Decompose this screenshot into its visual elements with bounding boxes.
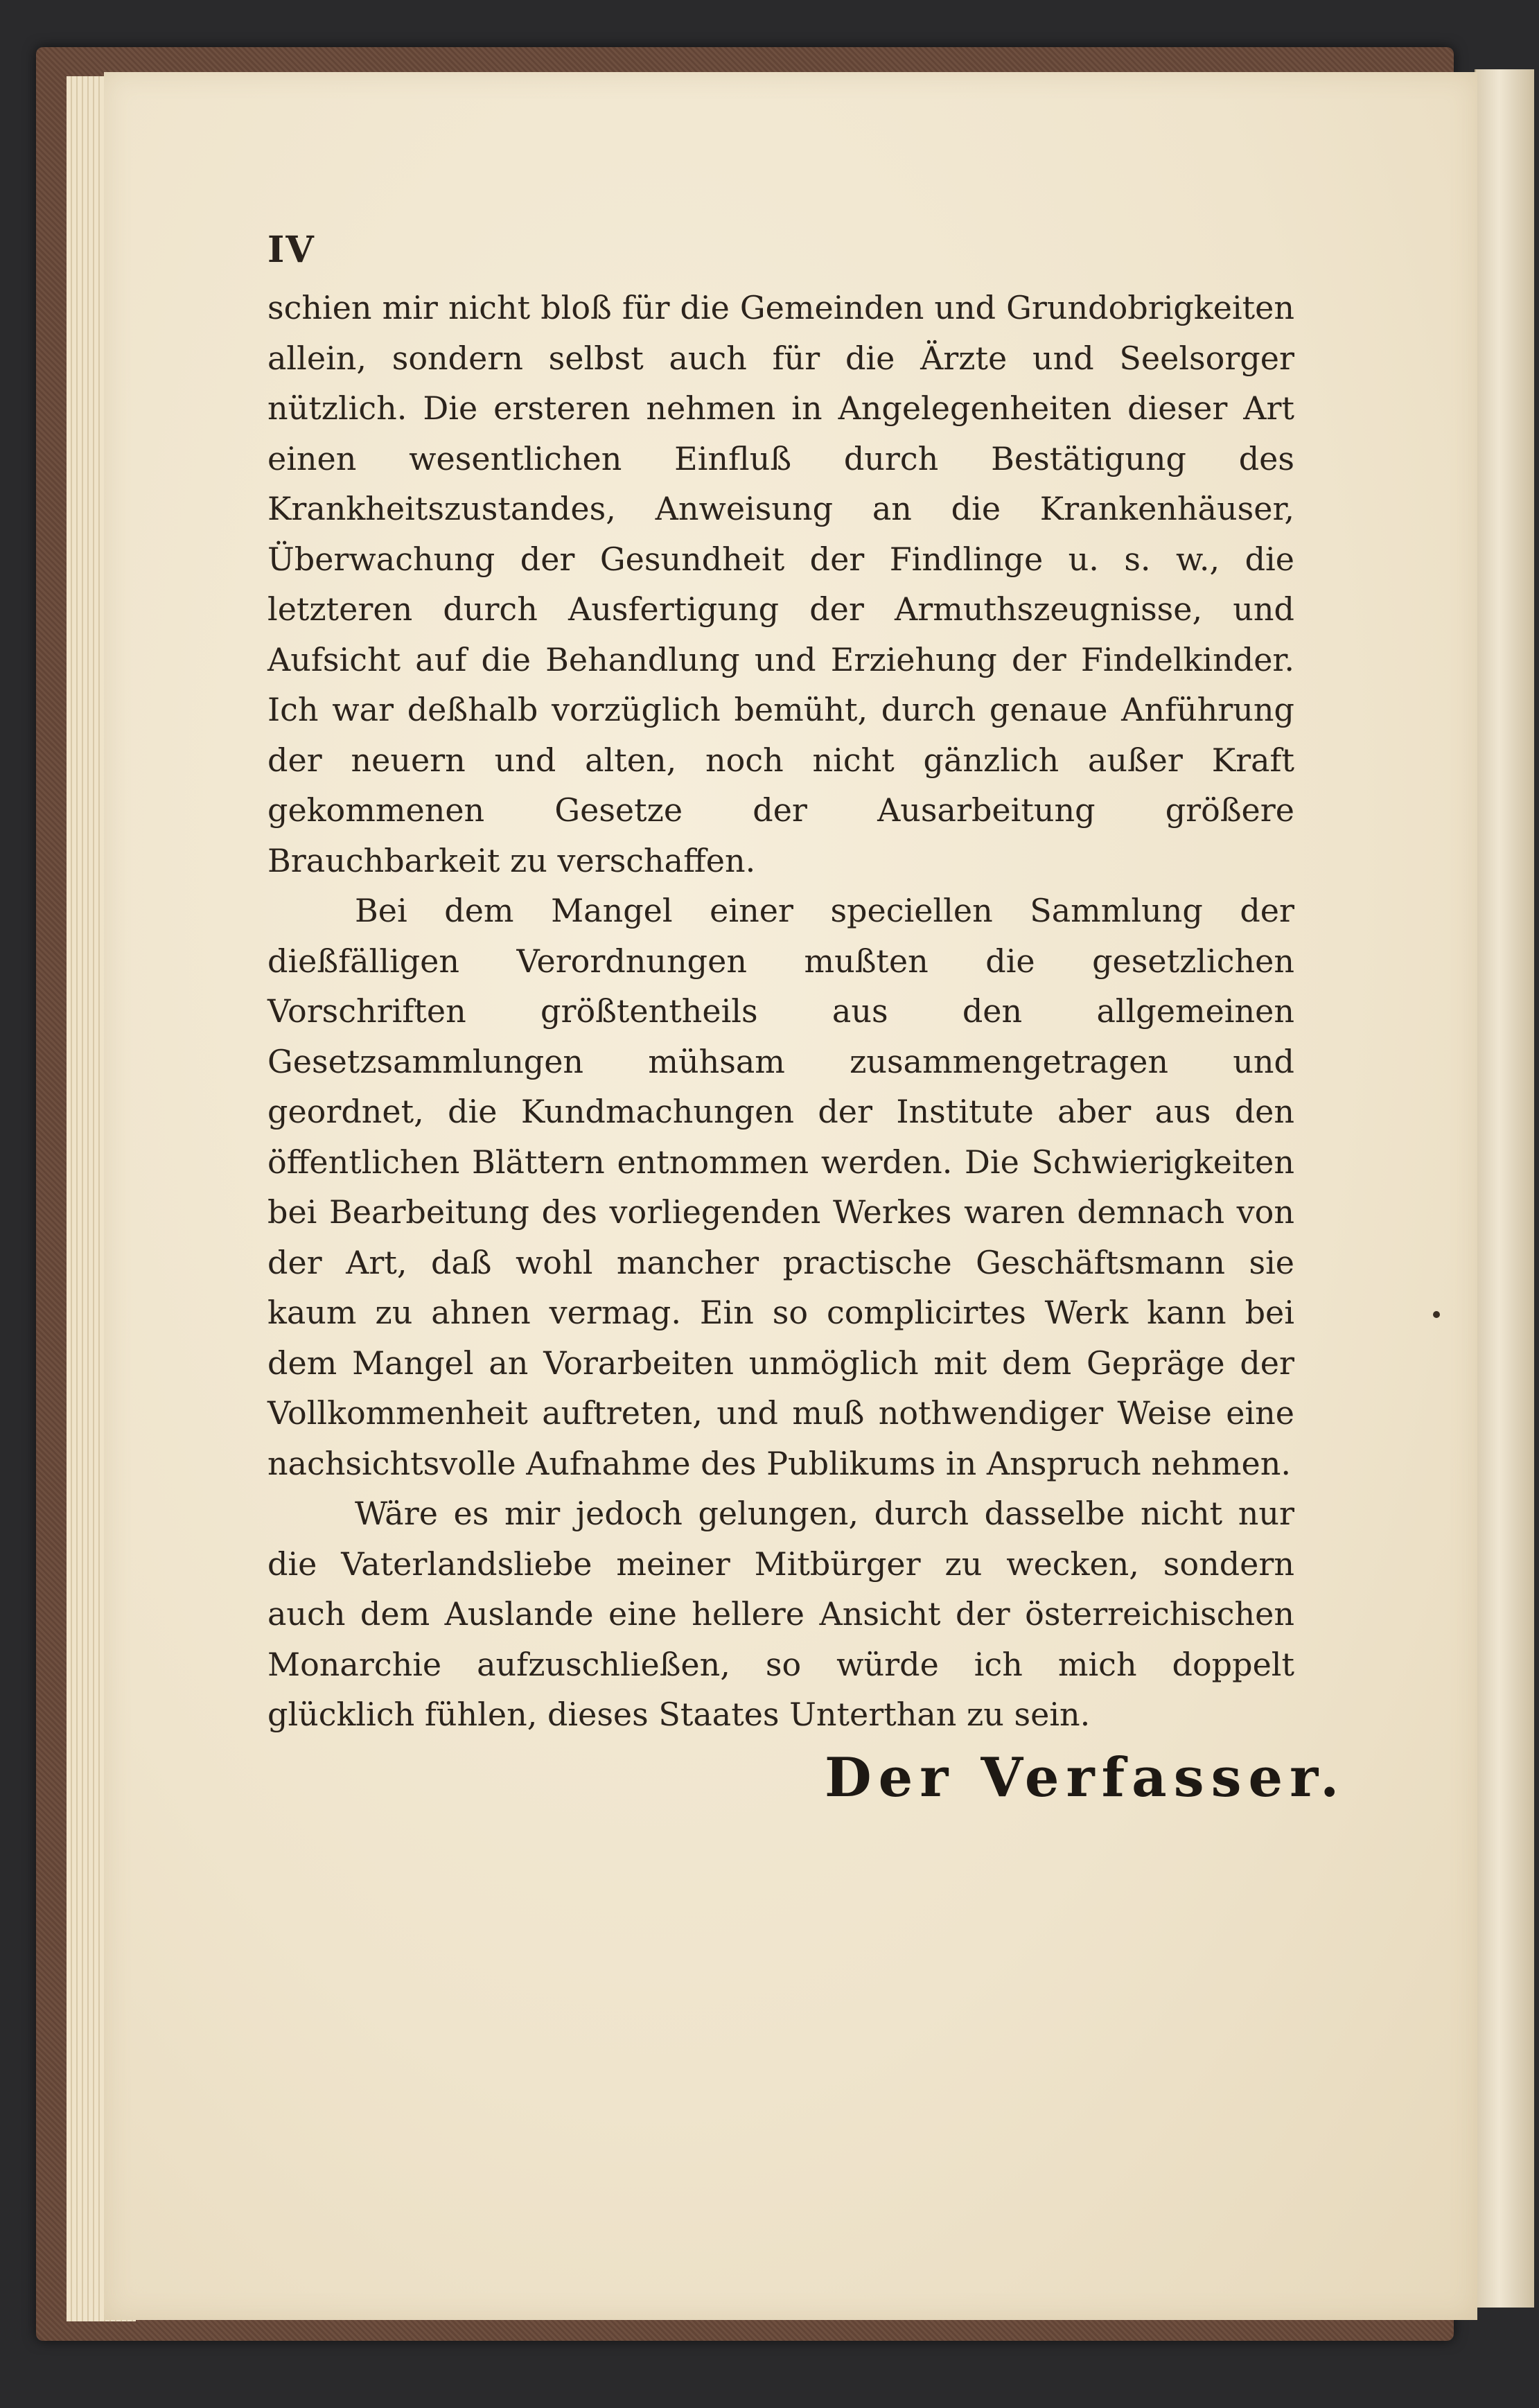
paragraph-1: schien mir nicht bloß für die Gemeinden und Grundobrigkeiten allein, sondern selbst auch für die Ärzte und Seelsorger nützlich. Die ersteren nehmen in Angelegenheiten dieser Art einen wesentlichen Einfluß durch Bestätigung des Krankheitszustandes, Anweisung an die Krankenhäuser, Überwachung der Gesundheit der Findlinge u. s. w., die letzteren durch Ausfertigung der Armuthszeugnisse, und Aufsicht auf die Behandlung und Erziehung der Findelkinder. Ich war deßhalb vorzüglich bemüht, durch genaue Anführung der neuern und alten, noch nicht gänzlich außer Kraft gekommenen Gesetze der Ausarbeitung größere Brauchbarkeit zu verschaffen. <box>267 289 1294 879</box>
signature: Der Verfasser. <box>825 1746 1346 1809</box>
page-edge <box>1475 69 1534 2308</box>
paragraph-2: Bei dem Mangel einer speciellen Sammlung der dießfälligen Verordnungen mußten die gesetzlichen Vorschriften größtentheils aus den allgemeinen Gesetzsammlungen mühsam zusammengetragen und geordnet, die Kundmachungen der Institute aber aus den öffentlichen Blättern entnommen werden. Die Schwierigkeiten bei Bearbeitung des vorliegenden Werkes waren demnach von der Art, daß wohl mancher practische Geschäftsmann sie kaum zu ahnen vermag. Ein so complicirtes Werk kann bei dem Mangel an Vorarbeiten unmöglich mit dem Gepräge der Vollkommenheit auftreten, und muß nothwendiger Weise eine nachsichtsvolle Aufnahme des Publikums in Anspruch nehmen. <box>267 892 1294 1482</box>
paper-speck <box>1433 1311 1440 1318</box>
paragraph-3: Wäre es mir jedoch gelungen, durch dasselbe nicht nur die Vaterlandsliebe meiner Mitbürger zu wecken, sondern auch dem Auslande eine hellere Ansicht der österreichischen Monarchie aufzuschließen, so würde ich mich doppelt glücklich fühlen, dieses Staates Unterthan zu sein. <box>267 1495 1294 1733</box>
page-number: IV <box>267 229 315 271</box>
body-text <box>267 283 1294 1740</box>
